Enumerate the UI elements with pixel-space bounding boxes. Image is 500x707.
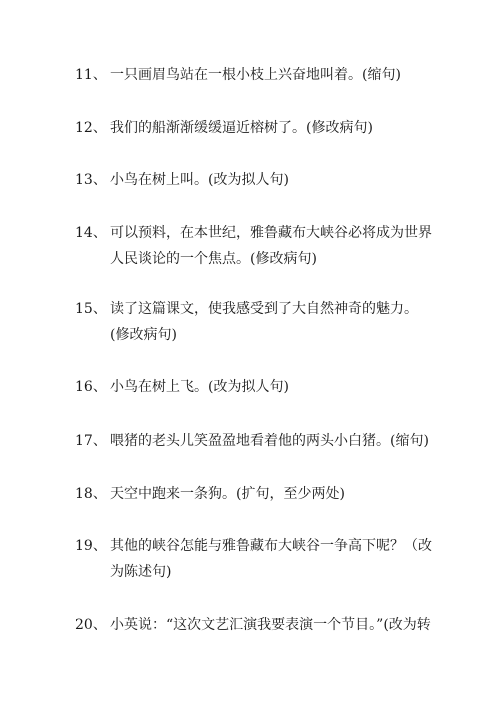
question-text: 一只画眉鸟站在一根小枝上兴奋地叫着。(缩句) <box>110 67 401 83</box>
question-number: 13、 <box>75 172 107 188</box>
question-number: 11、 <box>75 67 107 83</box>
question-number: 14、 <box>75 225 107 241</box>
question-text: 喂猪的老头儿笑盈盈地看着他的两头小白猪。(缩句) <box>110 433 429 449</box>
question-text: 其他的峡谷怎能与雅鲁藏布大峡谷一争高下呢？（改为陈述句) <box>110 538 432 580</box>
question-text: 可以预料，在本世纪，雅鲁藏布大峡谷必将成为世界人民谈论的一个焦点。(修改病句) <box>110 225 432 267</box>
question-number: 19、 <box>75 538 107 554</box>
question-text: 小鸟在树上叫。(改为拟人句) <box>110 172 289 188</box>
question-number: 12、 <box>75 120 107 136</box>
question-text: 小鸟在树上飞。(改为拟人句) <box>110 379 289 395</box>
question-text: 我们的船渐渐缓缓逼近榕树了。(修改病句) <box>110 120 373 136</box>
question-number: 17、 <box>75 433 107 449</box>
question-number: 18、 <box>75 486 107 502</box>
question-text: 小英说：“这次文艺汇演我要表演一个节目。”(改为转 <box>110 617 431 633</box>
question-number: 16、 <box>75 379 107 395</box>
question-text: 天空中跑来一条狗。(扩句，至少两处) <box>110 486 345 502</box>
question-number: 20、 <box>75 617 107 633</box>
question-text: 读了这篇课文，使我感受到了大自然神奇的魅力。(修改病句) <box>110 301 418 343</box>
question-number: 15、 <box>75 301 107 317</box>
